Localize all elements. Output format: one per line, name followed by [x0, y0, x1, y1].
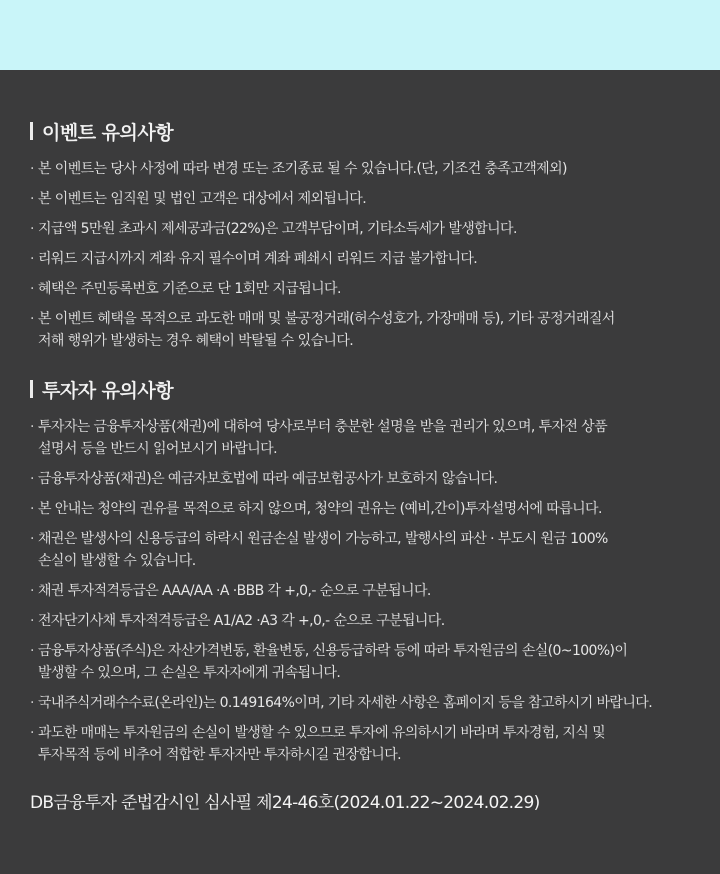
notice-item-text: 본 이벤트는 당사 사정에 따라 변경 또는 조기종료 될 수 있습니다.(단, 기조건 충족고객제외) — [38, 161, 567, 177]
bullet-dot: · — [30, 419, 34, 435]
bullet-dot: · — [30, 531, 34, 547]
notice-item-text: 국내주식거래수수료(온라인)는 0.149164%이며, 기타 자세한 사항은 홈페이지 등을 참고하시기 바랍니다. — [38, 695, 653, 711]
notice-item — [30, 188, 700, 210]
notice-item-text: 투자목적 등에 비추어 적합한 투자자만 투자하시길 권장합니다. — [38, 747, 401, 763]
notice-item — [30, 468, 700, 490]
notice-item-text: 지급액 5만원 초과시 제세공과금(22%)은 고객부담이며, 기타소득세가 발생합니다. — [38, 221, 517, 237]
notice-item-text: 전자단기사채 투자적격등급은 A1/A2 ·A3 각 +,0,- 순으로 구분됩니다. — [38, 613, 445, 629]
notice-item — [30, 722, 700, 766]
notice-item-text: 혜택은 주민등록번호 기준으로 단 1회만 지급됩니다. — [38, 281, 341, 297]
notice-content — [0, 118, 720, 813]
notice-item — [30, 416, 700, 460]
bullet-dot: · — [30, 725, 34, 741]
investor-notice-title — [30, 376, 720, 402]
notice-item-text: 발생할 수 있으며, 그 손실은 투자자에게 귀속됩니다. — [38, 665, 341, 681]
notice-item — [30, 640, 700, 684]
notice-item — [30, 308, 700, 352]
event-notice-title-text: 이벤트 유의사항 — [42, 121, 174, 144]
notice-item — [30, 218, 700, 240]
notice-item — [30, 580, 700, 602]
compliance-review-note: DB금융투자 준법감시인 심사필 제24-46호(2024.01.22~2024.02.29) — [30, 793, 540, 813]
notice-item-text: 본 이벤트는 임직원 및 법인 고객은 대상에서 제외됩니다. — [38, 191, 367, 207]
investor-notice-title-text: 투자자 유의사항 — [42, 379, 174, 402]
notice-item-text: 투자자는 금융투자상품(채권)에 대하여 당사로부터 충분한 설명을 받을 권리가 있으며, 투자전 상품 — [38, 419, 608, 435]
notice-item-text: 금융투자상품(채권)은 예금자보호법에 따라 예금보험공사가 보호하지 않습니다. — [38, 471, 498, 487]
notice-item — [30, 610, 700, 632]
bullet-dot: · — [30, 471, 34, 487]
bullet-dot: · — [30, 643, 34, 659]
investor-notice-list — [30, 416, 700, 766]
notice-item-text: 손실이 발생할 수 있습니다. — [38, 553, 196, 569]
bullet-dot: · — [30, 251, 34, 267]
title-bar-marker — [30, 380, 33, 398]
bullet-dot: · — [30, 191, 34, 207]
bullet-dot: · — [30, 221, 34, 237]
bullet-dot: · — [30, 613, 34, 629]
notice-item-text: 과도한 매매는 투자원금의 손실이 발생할 수 있으므로 투자에 유의하시기 바라며 투자경험, 지식 및 — [38, 725, 606, 741]
notice-item-text: 설명서 등을 반드시 읽어보시기 바랍니다. — [38, 441, 277, 457]
bullet-dot: · — [30, 161, 34, 177]
notice-item — [30, 248, 700, 270]
notice-item — [30, 528, 700, 572]
notice-item-text: 채권은 발생사의 신용등급의 하락시 원금손실 발생이 가능하고, 발행사의 파산 · 부도시 원금 100% — [38, 531, 608, 547]
notice-item-text: 본 이벤트 혜택을 목적으로 과도한 매매 및 불공정거래(허수성호가, 가장매매 등), 기타 공정거래질서 — [38, 311, 615, 327]
notice-item-text: 본 안내는 청약의 권유를 목적으로 하지 않으며, 청약의 권유는 (예비,간이)투자설명서에 따릅니다. — [38, 501, 602, 517]
notice-item-text: 채권 투자적격등급은 AAA/AA ·A ·BBB 각 +,0,- 순으로 구분됩니다. — [38, 583, 431, 599]
event-notice-list — [30, 158, 700, 352]
event-notice-title — [30, 118, 720, 144]
title-bar-marker — [30, 122, 33, 140]
notice-item-text: 금융투자상품(주식)은 자산가격변동, 환율변동, 신용등급하락 등에 따라 투자원금의 손실(0~100%)이 — [38, 643, 628, 659]
bullet-dot: · — [30, 311, 34, 327]
bullet-dot: · — [30, 501, 34, 517]
notice-item-text: 리워드 지급시까지 계좌 유지 필수이며 계좌 폐쇄시 리워드 지급 불가합니다. — [38, 251, 478, 267]
notice-item — [30, 498, 700, 520]
top-color-band — [0, 0, 720, 70]
bullet-dot: · — [30, 695, 34, 711]
notice-item — [30, 692, 700, 714]
notice-item-text: 저해 행위가 발생하는 경우 혜택이 박탈될 수 있습니다. — [38, 333, 354, 349]
bullet-dot: · — [30, 281, 34, 297]
bullet-dot: · — [30, 583, 34, 599]
notice-item — [30, 158, 700, 180]
notice-item — [30, 278, 700, 300]
